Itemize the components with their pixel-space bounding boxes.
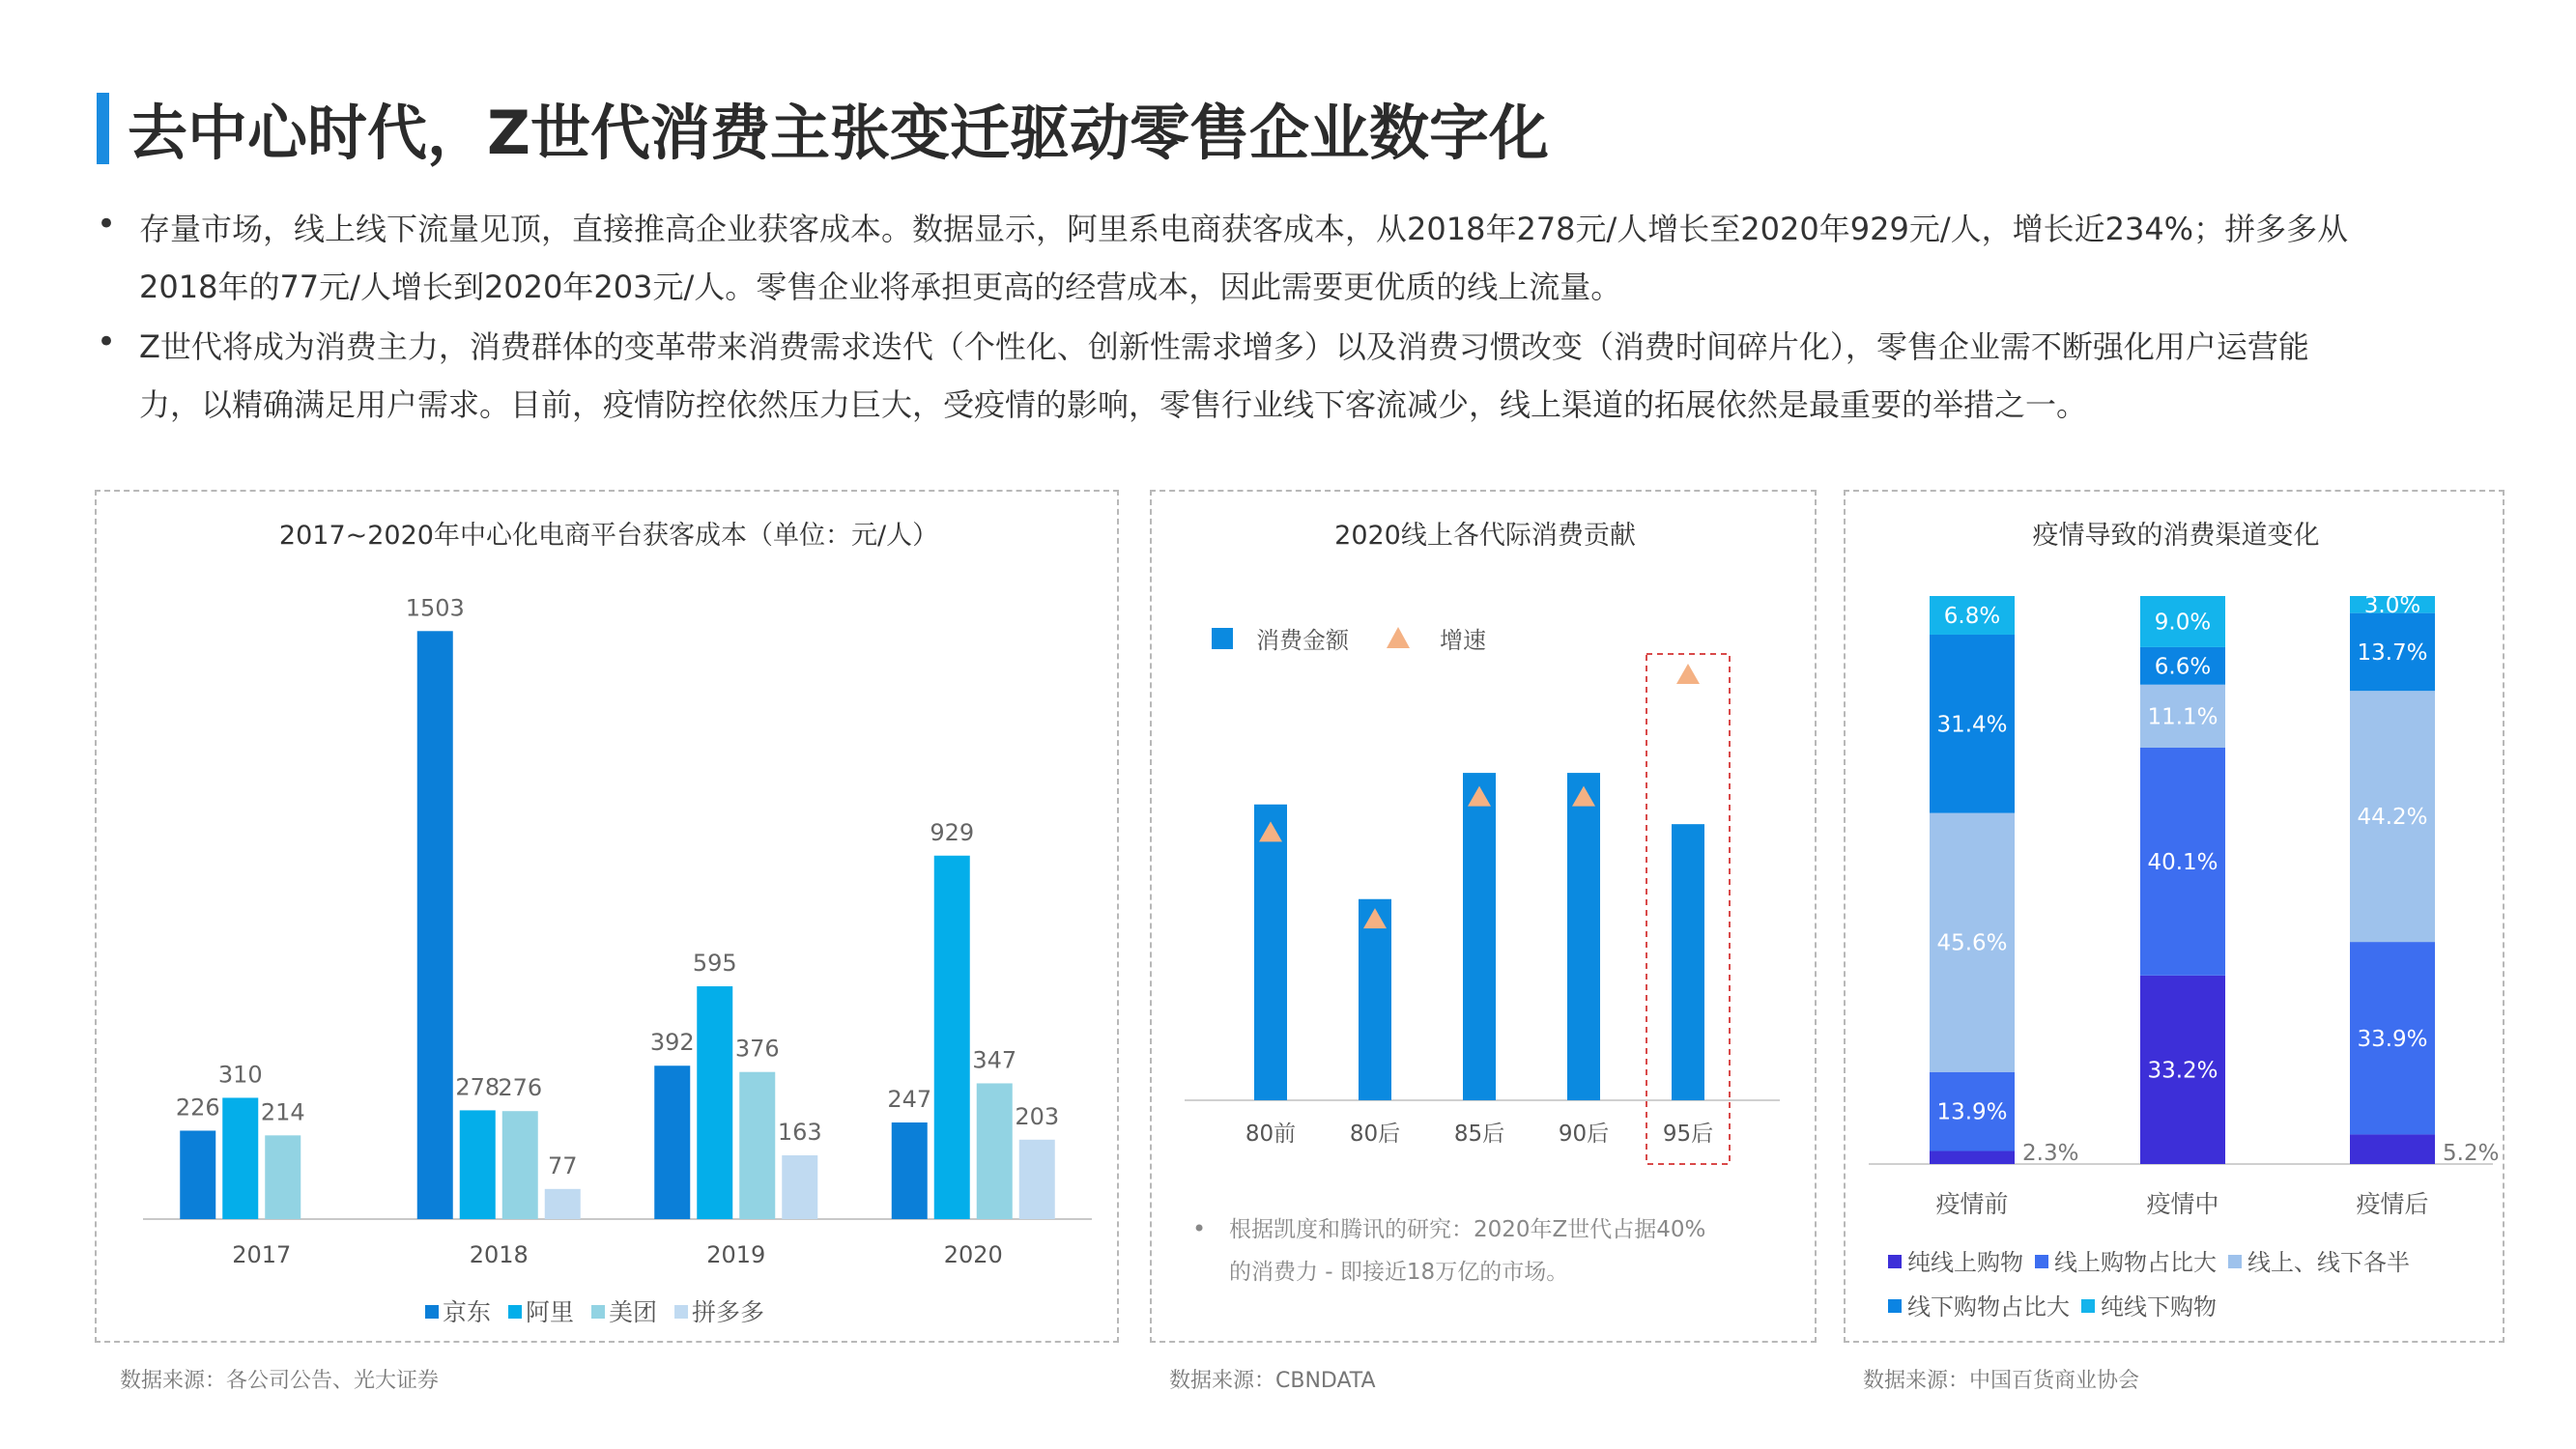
legend-label: 线下购物占比大 <box>1907 1293 2070 1321</box>
legend-swatch <box>508 1305 522 1319</box>
bar-美团 <box>502 1111 538 1219</box>
channel-change-chart <box>1846 492 2506 1345</box>
legend-swatch <box>2035 1255 2048 1268</box>
note-dot: • <box>1192 1215 1207 1242</box>
data-label: 1503 <box>405 594 465 622</box>
bar-消费金额 <box>1359 899 1391 1100</box>
bar-消费金额 <box>1567 773 1600 1100</box>
data-label: 11.1% <box>2147 704 2218 730</box>
data-label: 2.3% <box>2022 1141 2079 1166</box>
bar-美团 <box>977 1083 1013 1219</box>
x-tick-label: 85后 <box>1453 1122 1505 1147</box>
data-label: 44.2% <box>2357 805 2428 831</box>
data-label: 595 <box>692 950 737 978</box>
bar-京东 <box>892 1122 928 1219</box>
x-tick-label: 疫情后 <box>2356 1190 2429 1218</box>
legend-label: 京东 <box>443 1298 492 1326</box>
data-label: 3.0% <box>2363 592 2421 618</box>
data-label: 203 <box>1015 1102 1060 1130</box>
acquisition-cost-panel <box>95 490 1119 1343</box>
x-tick-label: 2017 <box>232 1241 292 1268</box>
x-tick-label: 90后 <box>1558 1122 1610 1147</box>
stack-segment-纯线上购物 <box>1930 1151 2015 1164</box>
legend-label: 线上、线下各半 <box>2247 1249 2410 1276</box>
data-label: 929 <box>930 818 975 846</box>
data-label: 40.1% <box>2147 849 2218 875</box>
generation-contribution-panel <box>1150 490 1817 1343</box>
data-label: 77 <box>547 1151 578 1179</box>
legend-label: 增速 <box>1440 627 1486 654</box>
legend-swatch <box>1212 628 1233 649</box>
data-label: 226 <box>175 1094 220 1122</box>
data-label: 214 <box>260 1098 305 1126</box>
acquisition-cost-chart <box>97 492 1121 1345</box>
x-tick-label: 2020 <box>943 1241 1003 1268</box>
data-label: 247 <box>887 1085 932 1113</box>
bar-京东 <box>654 1065 690 1219</box>
bullet-dot: • <box>97 323 117 361</box>
legend-swatch <box>425 1305 439 1319</box>
data-label: 6.6% <box>2154 654 2212 680</box>
source-note: 数据来源：CBNDATA <box>1169 1369 1376 1393</box>
data-label: 33.2% <box>2147 1058 2218 1084</box>
bullet-dot: • <box>97 205 117 243</box>
source-note: 数据来源：中国百货商业协会 <box>1863 1369 2140 1393</box>
page-title: 去中心时代，Z世代消费主张变迁驱动零售企业数字化 <box>128 98 1549 168</box>
bar-消费金额 <box>1254 805 1287 1100</box>
data-label: 347 <box>972 1046 1017 1074</box>
x-tick-label: 95后 <box>1662 1122 1714 1147</box>
data-label: 278 <box>455 1073 501 1101</box>
note-line: 根据凯度和腾讯的研究：2020年Z世代占据40% <box>1229 1217 1706 1242</box>
data-label: 13.7% <box>2357 639 2428 666</box>
chart-title: 2017~2020年中心化电商平台获客成本（单位：元/人） <box>278 521 939 551</box>
bar-美团 <box>739 1072 775 1219</box>
bar-美团 <box>265 1135 301 1219</box>
chart-title: 2020线上各代际消费贡献 <box>1334 521 1636 551</box>
legend-swatch <box>2081 1299 2095 1313</box>
x-tick-label: 80后 <box>1349 1122 1401 1147</box>
data-label: 392 <box>649 1029 695 1057</box>
note-line: 的消费力 - 即接近18万亿的市场。 <box>1229 1260 1569 1285</box>
bar-京东 <box>180 1130 215 1219</box>
title-accent-bar <box>97 93 109 164</box>
bullet-text-line: 力，以精确满足用户需求。目前，疫情防控依然压力巨大，受疫情的影响，零售行业线下客流减少，线上渠道的拓展依然是最重要的举措之一。 <box>139 386 2088 423</box>
bar-消费金额 <box>1672 824 1704 1100</box>
legend-label: 纯线下购物 <box>2101 1293 2217 1321</box>
legend-label: 消费金额 <box>1256 627 1349 654</box>
legend-label: 美团 <box>609 1298 658 1326</box>
legend-label: 纯线上购物 <box>1907 1249 2023 1276</box>
legend-swatch <box>1888 1299 1902 1313</box>
legend-swatch <box>2228 1255 2242 1268</box>
legend-swatch <box>591 1305 605 1319</box>
legend-swatch <box>674 1305 688 1319</box>
data-label: 5.2% <box>2443 1141 2500 1166</box>
legend-swatch <box>1888 1255 1902 1268</box>
bullet-text-line: 存量市场，线上线下流量见顶，直接推高企业获客成本。数据显示，阿里系电商获客成本，从2018年278元/人增长至2020年929元/人，增长近234%；拼多多从 <box>139 211 2349 247</box>
data-label: 6.8% <box>1943 603 2001 629</box>
data-label: 310 <box>217 1061 263 1089</box>
data-label: 13.9% <box>1936 1099 2008 1125</box>
chart-title: 疫情导致的消费渠道变化 <box>2032 521 2320 551</box>
legend-label: 线上购物占比大 <box>2054 1249 2217 1276</box>
x-tick-label: 2018 <box>469 1241 529 1268</box>
growth-marker <box>1676 664 1700 684</box>
bullet-text-line: Z世代将成为消费主力，消费群体的变革带来消费需求迭代（个性化、创新性需求增多）以及消费习惯改变（消费时间碎片化），零售企业需不断强化用户运营能 <box>139 328 2309 365</box>
bar-阿里 <box>222 1097 258 1219</box>
bar-京东 <box>417 631 453 1219</box>
bar-拼多多 <box>545 1189 581 1219</box>
x-tick-label: 2019 <box>706 1241 766 1268</box>
legend-label: 拼多多 <box>692 1298 765 1326</box>
data-label: 31.4% <box>1936 712 2008 738</box>
x-tick-label: 疫情中 <box>2146 1190 2219 1218</box>
data-label: 9.0% <box>2154 610 2212 636</box>
generation-contribution-chart <box>1152 492 1818 1345</box>
source-note: 数据来源：各公司公告、光大证券 <box>120 1369 440 1393</box>
legend-marker <box>1387 627 1410 648</box>
bar-拼多多 <box>782 1155 817 1219</box>
data-label: 276 <box>498 1074 543 1102</box>
data-label: 376 <box>734 1035 780 1063</box>
data-label: 45.6% <box>1936 930 2008 956</box>
x-tick-label: 疫情前 <box>1935 1190 2009 1218</box>
channel-change-panel <box>1844 490 2504 1343</box>
bar-阿里 <box>697 986 732 1219</box>
data-label: 163 <box>777 1118 822 1146</box>
data-label: 33.9% <box>2357 1026 2428 1052</box>
stack-segment-纯线上购物 <box>2350 1134 2435 1164</box>
bullet-text-line: 2018年的77元/人增长到2020年203元/人。零售企业将承担更高的经营成本，因此需要更优质的线上流量。 <box>139 269 1622 305</box>
bar-阿里 <box>934 856 970 1219</box>
bar-消费金额 <box>1463 773 1496 1100</box>
bar-拼多多 <box>1019 1140 1055 1219</box>
bar-阿里 <box>460 1110 496 1219</box>
x-tick-label: 80前 <box>1245 1122 1297 1147</box>
legend-label: 阿里 <box>526 1298 575 1326</box>
